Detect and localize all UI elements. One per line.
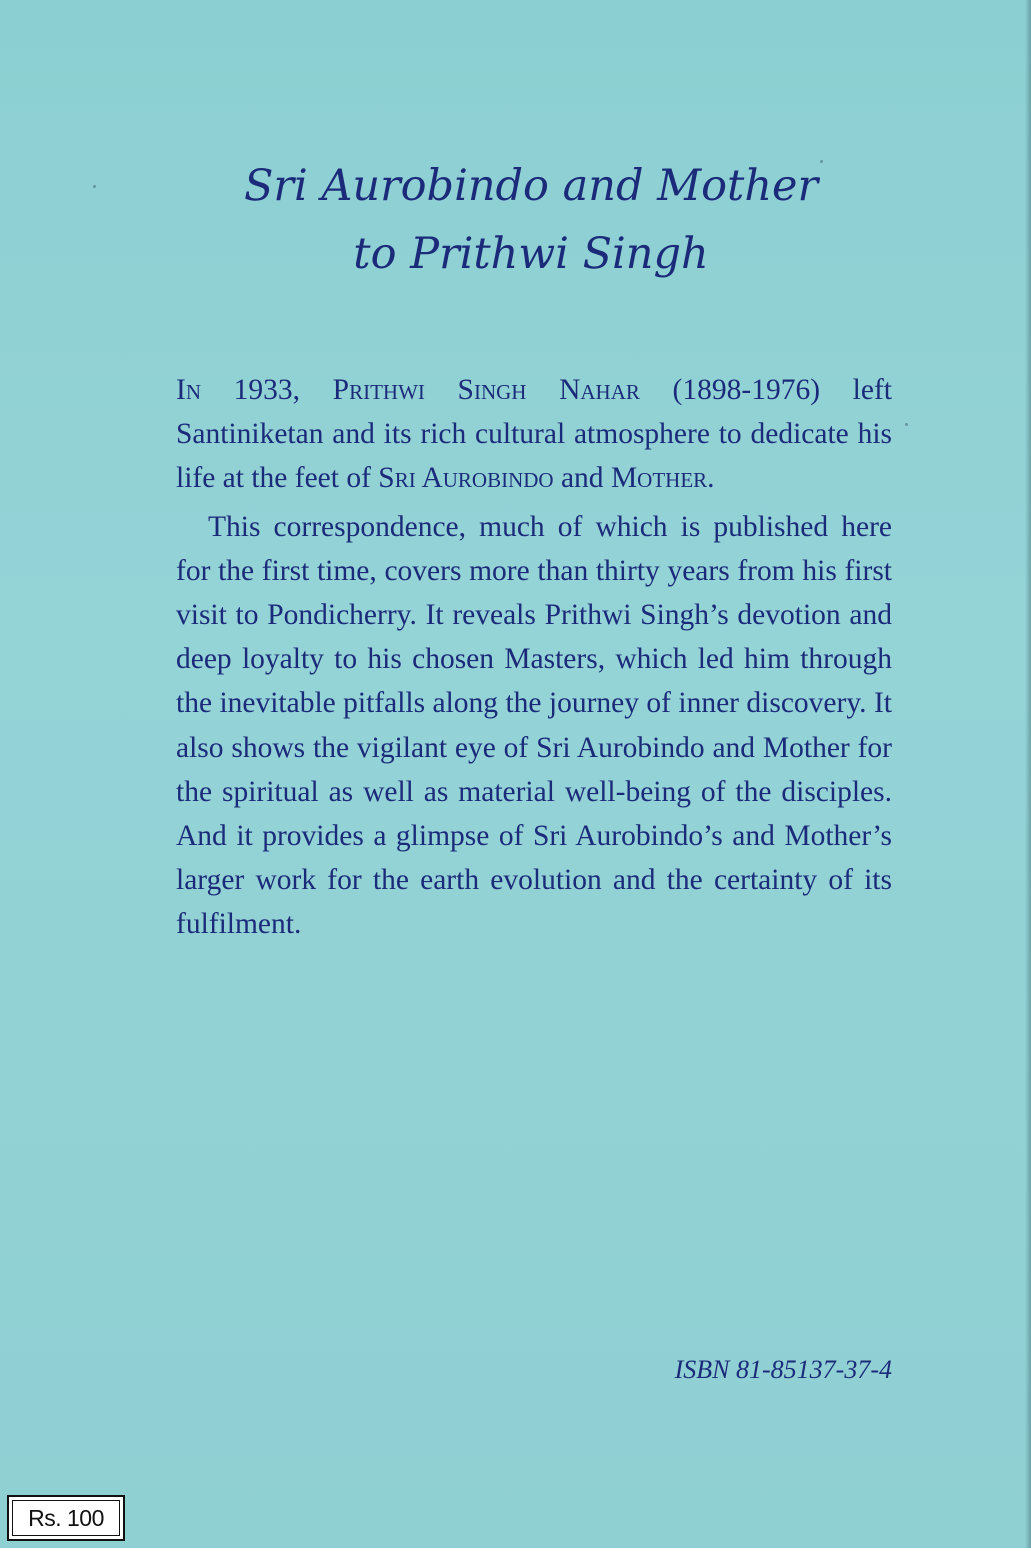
price-label: Rs. 100 <box>12 1500 120 1536</box>
blurb-p1-text: (1898-1976) left Santiniketan and its rich cultural atmosphere to dedicate his life at the feet of <box>176 374 892 495</box>
blurb-paragraph-2: This correspondence, much of which is published here for the first time, covers more than thirty years from his first visit to Pondicherry. It reveals Prithwi Singh’s devotion and deep loyalty to his chosen Masters, which led him through the inevitable pitfalls along the journey of inner discovery. It also shows the vigilant eye of Sri Aurobindo and Mother for the spiritual as well as material well-being of the disciples. And it provides a glimpse of Sri Aurobindo’s and Mother’s larger work for the earth evolution and the certainty of its fulfilment. <box>176 510 892 941</box>
print-speck <box>820 160 823 163</box>
print-speck <box>93 185 96 188</box>
blurb <box>176 368 892 947</box>
book-title <box>0 152 1031 288</box>
print-speck <box>905 423 908 426</box>
price-sticker <box>7 1495 125 1541</box>
blurb-p1-end: . <box>707 462 715 495</box>
blurb-lead-in: In 1933, Prithwi Singh Nahar <box>176 374 640 406</box>
cover-edge-shadow <box>1025 0 1031 1548</box>
title-line-1: Sri Aurobindo and Mother <box>243 161 819 211</box>
blurb-name-aurobindo: Sri Aurobindo <box>378 462 554 495</box>
blurb-p1-and: and <box>553 462 611 495</box>
title-line-2: to Prithwi Singh <box>353 229 709 279</box>
blurb-name-mother: Mother <box>610 462 708 495</box>
blurb-paragraph-1 <box>176 368 892 501</box>
isbn-number: ISBN 81-85137-37-4 <box>674 1355 892 1384</box>
